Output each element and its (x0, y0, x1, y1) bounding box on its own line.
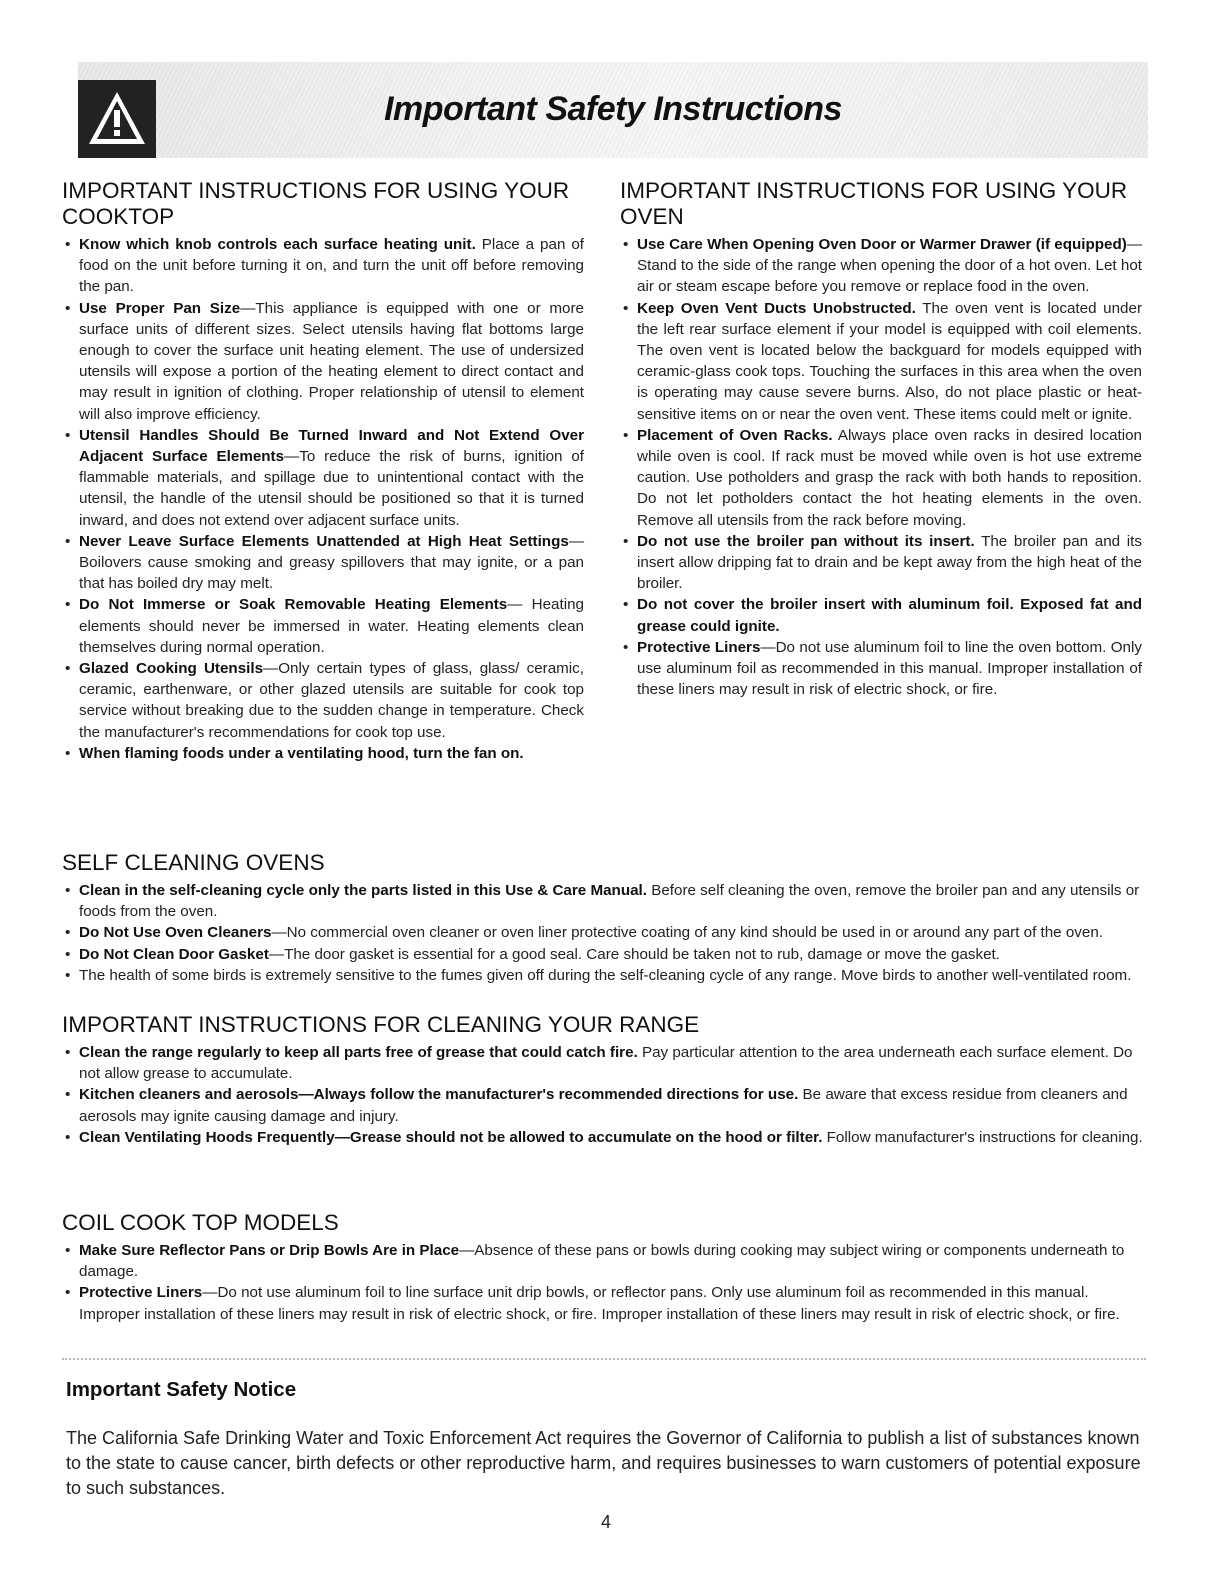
list-item (62, 1084, 1146, 1126)
item-text: The oven vent is located under the left rear surface element if your model is equipped with coil elements. The oven vent is located below the backguard for models equipped with ceramic-glass cook tops. Touching the surfaces in this area when the oven is operating may cause severe burns. Also, do not place plastic or heat-sensitive items on or near the oven vent. These items could melt or ignite. (637, 299, 1142, 423)
item-text: The health of some birds is extremely sensitive to the fumes given off during the self-cleaning cycle of any range. Move birds to another well-ventilated room. (79, 966, 1132, 984)
item-bold-lead: Clean in the self-cleaning cycle only the parts listed in this Use & Care Manual. (79, 882, 647, 899)
item-bold-lead: Do not cover the broiler insert with aluminum foil. Exposed fat and grease could ignite. (637, 596, 1142, 635)
item-text: Pay particular attention to the area underneath each surface element. Do not allow grease to accumulate. (79, 1044, 1133, 1083)
list-item (62, 743, 584, 764)
coil-list (62, 1240, 1146, 1325)
list-item (62, 658, 584, 743)
list-item (62, 965, 1146, 986)
list-item (620, 637, 1142, 701)
list-item (62, 594, 584, 658)
page-title: Important Safety Instructions (384, 90, 842, 128)
cleaning-range-section (62, 1012, 1146, 1148)
item-bold-lead: Kitchen cleaners and aerosols—Always follow the manufacturer's recommended directions for use. (79, 1086, 799, 1104)
list-item (620, 531, 1142, 595)
item-text: —Do not use aluminum foil to line surface unit drip bowls, or reflector pans. Only use aluminum foil as recommended in this manual. Improper installation of these liners may result in risk of electric shock, or fire. Improper installation of these liners may result in risk of electric shock, or fire. (79, 1284, 1120, 1323)
item-text: —The door gasket is essential for a good seal. Care should be taken not to rub, damage or move the gasket. (268, 945, 1000, 963)
item-text: Follow manufacturer's instructions for cleaning. (822, 1128, 1143, 1146)
item-text: Place a pan of food on the unit before turning it on, and turn the unit off before removing the pan. (79, 236, 584, 296)
section-heading-self-cleaning: SELF CLEANING OVENS (62, 850, 325, 875)
list-item (62, 1240, 1146, 1282)
item-bold-lead: Clean Ventilating Hoods Frequently—Grease should not be allowed to accumulate on the hood or filter. (79, 1128, 823, 1146)
item-bold-lead: Know which knob controls each surface heating unit. (79, 236, 476, 253)
item-bold-lead: Use Care When Opening Oven Door or Warmer Drawer (if equipped) (637, 236, 1127, 253)
coil-section (62, 1210, 1146, 1325)
item-bold-lead: When flaming foods under a ventilating hood, turn the fan on. (79, 744, 524, 762)
list-item (62, 1042, 1146, 1084)
item-text: — Heating elements should never be immersed in water. Heating elements clean themselves during normal operation. (79, 596, 584, 656)
item-text: —Stand to the side of the range when opening the door of a hot oven. Let hot air or steam escape before you remove or replace food in the oven. (637, 236, 1142, 296)
cleaning-range-list (62, 1042, 1146, 1148)
item-text: —Only certain types of glass, glass/ ceramic, ceramic, earthenware, or other glazed utensils are suitable for cook top service without breaking due to the sudden change in temperature. Check the manufacturer's recommendations for cook top use. (79, 660, 584, 741)
cooktop-list (62, 234, 584, 764)
self-cleaning-list (62, 880, 1146, 986)
section-heading-cleaning-range: IMPORTANT INSTRUCTIONS FOR CLEANING YOUR RANGE (62, 1012, 700, 1037)
item-text: —This appliance is equipped with one or more surface units of different sizes. Select utensils having flat bottoms large enough to cover the surface unit heating element. The use of undersized utensils will expose a portion of the heating element to direct contact and may result in ignition of clothing. Proper relationship of utensil to element will also improve efficiency. (79, 299, 584, 423)
item-bold-lead: Do Not Use Oven Cleaners (79, 924, 272, 942)
item-bold-lead: Placement of Oven Racks. (637, 426, 833, 444)
cooktop-section (62, 178, 584, 764)
list-item (62, 1127, 1146, 1148)
item-text: Before self cleaning the oven, remove the broiler pan and any utensils or foods from the oven. (79, 882, 1140, 921)
list-item (620, 298, 1142, 425)
oven-list (620, 234, 1142, 700)
item-text: —No commercial oven cleaner or oven liner protective coating of any kind should be used in or around any part of the oven. (271, 924, 1104, 942)
oven-section (620, 178, 1142, 700)
item-text: —To reduce the risk of burns, ignition of flammable materials, and spillage due to unintentional contact with the utensil, the handle of the utensil should be positioned so that it is turned inward, and does not extend over adjacent surface units. (79, 448, 584, 529)
item-bold-lead: Do not use the broiler pan without its insert. (637, 532, 975, 550)
self-cleaning-section (62, 850, 1146, 986)
section-heading-coil: COIL COOK TOP MODELS (62, 1210, 339, 1235)
list-item (62, 234, 584, 298)
item-text: The broiler pan and its insert allow dripping fat to drain and be kept away from the high heat of the broiler. (637, 532, 1142, 593)
list-item (62, 944, 1146, 965)
item-text: —Absence of these pans or bowls during cooking may subject wiring or components underneath to damage. (79, 1242, 1125, 1281)
item-bold-lead: Glazed Cooking Utensils (79, 660, 264, 678)
item-bold-lead: Do Not Clean Door Gasket (79, 945, 269, 963)
item-bold-lead: Do Not Immerse or Soak Removable Heating Elements (79, 596, 508, 614)
list-item (62, 298, 584, 425)
item-text: —Boilovers cause smoking and greasy spillovers that may ignite, or a pan that has boiled dry may melt. (79, 532, 584, 593)
list-item (620, 425, 1142, 531)
list-item (620, 594, 1142, 636)
list-item (620, 234, 1142, 298)
list-item (62, 1282, 1146, 1324)
item-bold-lead: Never Leave Surface Elements Unattended at High Heat Settings (79, 532, 569, 550)
divider (62, 1358, 1146, 1360)
notice-title: Important Safety Notice (66, 1378, 297, 1401)
item-bold-lead: Clean the range regularly to keep all parts free of grease that could catch fire. (79, 1044, 638, 1061)
item-bold-lead: Keep Oven Vent Ducts Unobstructed. (637, 299, 916, 317)
list-item (62, 922, 1146, 943)
item-bold-lead: Protective Liners (79, 1284, 203, 1302)
item-bold-lead: Make Sure Reflector Pans or Drip Bowls Are in Place (79, 1242, 460, 1259)
item-text: Always place oven racks in desired location while oven is cool. If rack must be moved while oven is hot use extreme caution. Use potholders and grasp the rack with both hands to reposition. Do not let potholders contact the hot heating elements in the oven. Remove all utensils from the rack before moving. (637, 426, 1142, 529)
item-text: Be aware that excess residue from cleaners and aerosols may ignite causing damage and injury. (79, 1086, 1128, 1125)
item-bold-lead: Protective Liners (637, 638, 761, 656)
item-text: —Do not use aluminum foil to line the oven bottom. Only use aluminum foil as recommended in this manual. Improper installation of these liners may result in risk of electric shock, or fire. (637, 638, 1142, 699)
title-banner (78, 62, 1148, 158)
list-item (62, 880, 1146, 922)
item-bold-lead: Use Proper Pan Size (79, 299, 241, 317)
notice-body: The California Safe Drinking Water and Toxic Enforcement Act requires the Governor of California to publish a list of substances known to the state to cause cancer, birth defects or other reproductive harm, and requires businesses to warn customers of potential exposure to such substances. (66, 1428, 1141, 1498)
page-number: 4 (600, 1512, 611, 1532)
list-item (62, 425, 584, 531)
section-heading-cooktop: IMPORTANT INSTRUCTIONS FOR USING YOUR COOKTOP (62, 178, 570, 229)
list-item (62, 531, 584, 595)
item-bold-lead: Utensil Handles Should Be Turned Inward and Not Extend Over Adjacent Surface Elements (79, 426, 584, 466)
section-heading-oven: IMPORTANT INSTRUCTIONS FOR USING YOUR OVEN (620, 178, 1128, 229)
